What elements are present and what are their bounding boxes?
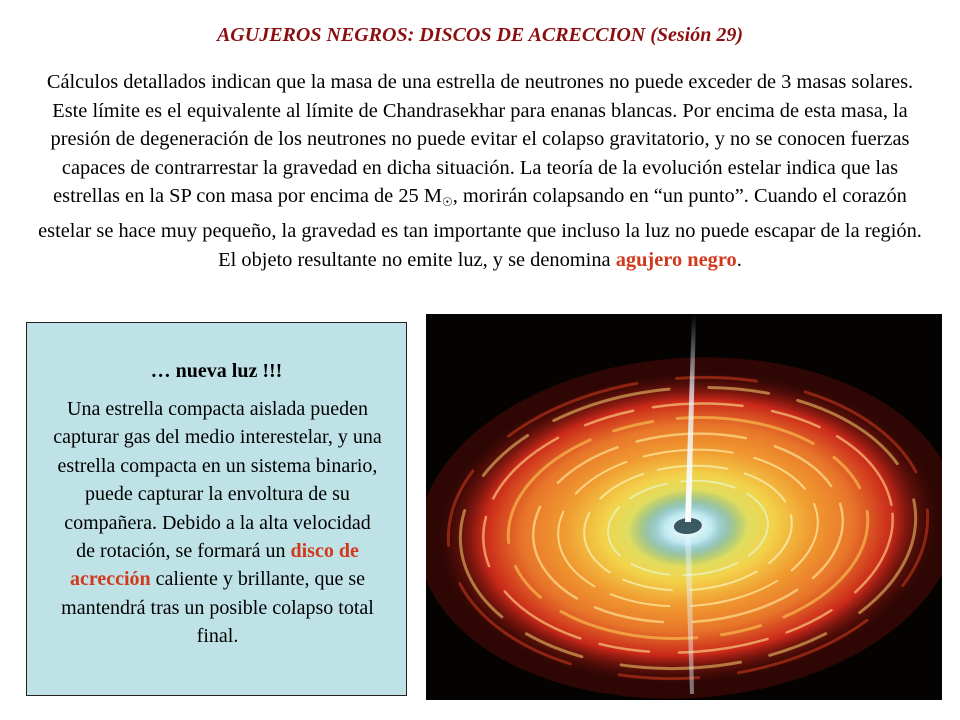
term-black-hole: agujero negro <box>615 248 737 271</box>
slide-title: AGUJEROS NEGROS: DISCOS DE ACRECCION (Sesión 29) <box>216 24 744 46</box>
solar-mass-symbol <box>423 185 453 210</box>
accretion-disk-artwork <box>426 314 942 700</box>
intro-text-part2: , morirán colapsando en “un punto”. Cuando el corazón estelar se hace muy pequeño, la gravedad es tan importante que incluso la luz no puede escapar de la región. El objeto resultante no emite luz, y se denomina <box>38 185 922 271</box>
box-paragraph <box>53 395 382 651</box>
intro-paragraph <box>28 68 932 274</box>
accretion-disk-illustration <box>426 314 942 700</box>
intro-text-part1: Cálculos detallados indican que la masa de una estrella de neutrones no puede exceder de 3 masas solares. Este límite es el equivalente al límite de Chandrasekhar para enanas blancas. Por encima de esta masa, la presión de degeneración de los neutrones no puede evitar el colapso gravitatorio, y no se conocen fuerzas capaces de contrarrestar la gravedad en dicha situación. La teoría de la evolución estelar indica que las estrellas en la SP con masa por encima de 25 <box>46 71 914 208</box>
box-text-part1: Una estrella compacta aislada pueden capturar gas del medio interestelar, y una estrella compacta en un sistema binario, puede capturar la envoltura de su compañera. Debido a la alta velocidad de rotación, se formará un <box>53 398 382 563</box>
sidebar-box <box>26 322 407 696</box>
box-heading: … nueva luz !!! <box>150 360 283 382</box>
term-accretion-disk: disco de acrección <box>69 540 359 591</box>
intro-text-part3: . <box>736 248 742 271</box>
solar-mass-letter: M <box>423 185 442 208</box>
box-text-part2: caliente y brillante, que se mantendrá tras un posible colapso total final. <box>61 568 374 648</box>
sun-symbol: ☉ <box>441 195 453 210</box>
